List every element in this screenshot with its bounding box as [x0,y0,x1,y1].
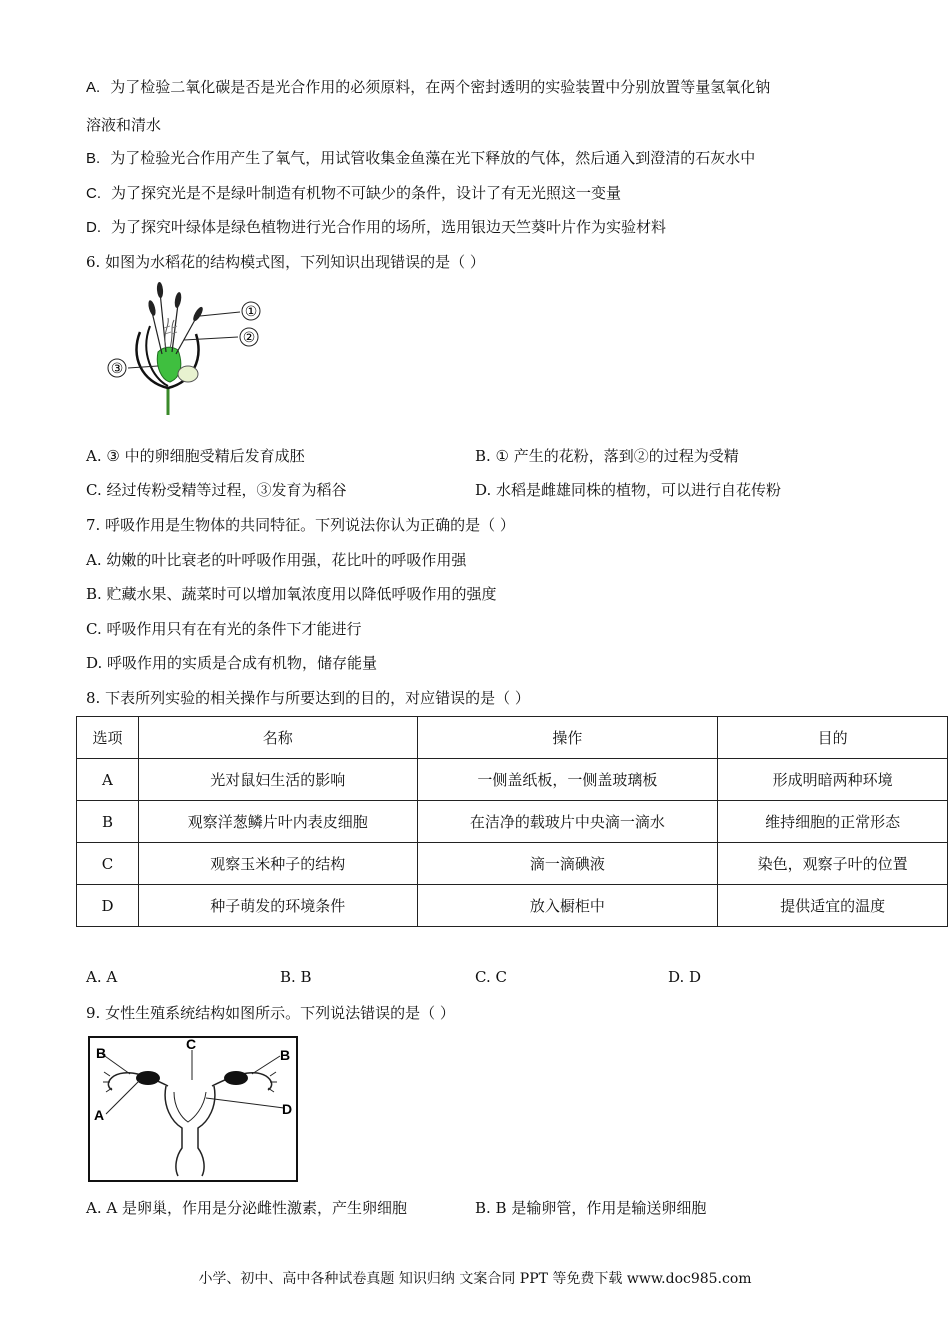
q8-answer-a: A. A [86,968,118,986]
header-operation: 操作 [417,717,718,759]
page-footer: 小学、初中、高中各种试卷真题 知识归纳 文案合同 PPT 等免费下载 www.doc985.com [198,1271,752,1287]
cell-purpose: 染色，观察子叶的位置 [718,843,948,885]
cell-option: A [77,759,139,801]
q7-option-a: A. 幼嫩的叶比衰老的叶呼吸作用强，花比叶的呼吸作用强 [86,551,467,569]
female-reproductive-figure [88,1036,300,1184]
q7-stem: 7. 呼吸作用是生物体的共同特征。下列说法你认为正确的是（ ） [86,516,515,534]
cell-purpose: 形成明暗两种环境 [718,759,948,801]
q5-option-d-label: D. [86,219,101,236]
q5-option-b-text: 为了检验光合作用产生了氧气，用试管收集金鱼藻在光下释放的气体，然后通入到澄清的石灰水中 [110,149,756,167]
experiment-table [76,716,948,927]
header-name: 名称 [138,717,417,759]
q5-option-a [86,77,770,98]
fig6-label-2: ② [242,330,256,346]
q5-option-c [86,183,621,204]
q8-answer-d: D. D [668,968,702,986]
q6-option-b: B. ① 产生的花粉，落到②的过程为受精 [475,447,739,465]
q6-option-a: A. ③ 中的卵细胞受精后发育成胚 [86,447,305,465]
fig9-label-b-right: B [280,1047,291,1063]
cell-operation: 滴一滴碘液 [417,843,718,885]
cell-purpose: 提供适宜的温度 [718,885,948,927]
header-purpose: 目的 [718,717,948,759]
fig9-label-d: D [282,1101,293,1117]
cell-option: C [77,843,139,885]
q5-option-a-text: 为了检验二氧化碳是否是光合作用的必须原料，在两个密封透明的实验装置中分别放置等量氢氧化钠 [110,78,771,96]
right-ovary [224,1071,248,1085]
q8-answer-b: B. B [280,968,312,986]
table-header-row [77,717,948,759]
cell-name: 观察玉米种子的结构 [138,843,417,885]
header-option: 选项 [77,717,139,759]
q7-option-c: C. 呼吸作用只有在有光的条件下才能进行 [86,620,362,638]
lodicule-shape [178,366,198,382]
cell-operation: 放入橱柜中 [417,885,718,927]
cell-operation: 在洁净的载玻片中央滴一滴水 [417,801,718,843]
q5-option-b [86,148,755,169]
fig9-label-c: C [186,1036,197,1052]
q5-option-d-text: 为了探究叶绿体是绿色植物进行光合作用的场所，选用银边天竺葵叶片作为实验材料 [111,218,667,236]
q9-option-b: B. B 是输卵管，作用是输送卵细胞 [475,1199,707,1217]
q8-stem: 8. 下表所列实验的相关操作与所要达到的目的，对应错误的是（ ） [86,689,530,707]
q5-option-a-cont: 溶液和清水 [86,116,162,134]
q9-stem: 9. 女性生殖系统结构如图所示。下列说法错误的是（ ） [86,1004,455,1022]
q5-option-d [86,217,666,238]
q5-option-a-label: A. [86,79,101,96]
left-ovary [136,1071,160,1085]
cell-option: B [77,801,139,843]
q7-option-d: D. 呼吸作用的实质是合成有机物，储存能量 [86,654,378,672]
q5-option-c-label: C. [86,185,101,202]
cell-name: 光对鼠妇生活的影响 [138,759,417,801]
fig9-label-a: A [94,1107,105,1123]
q6-stem: 6. 如图为水稻花的结构模式图，下列知识出现错误的是（ ） [86,253,485,271]
table-row [77,843,948,885]
q5-option-b-label: B. [86,150,101,167]
fig9-label-b-left: B [96,1045,107,1061]
cell-purpose: 维持细胞的正常形态 [718,801,948,843]
rice-flower-figure [100,282,280,422]
fig6-label-3: ③ [110,361,124,377]
cell-operation: 一侧盖纸板，一侧盖玻璃板 [417,759,718,801]
q6-option-d: D. 水稻是雌雄同株的植物，可以进行自花传粉 [475,481,782,499]
q7-option-b: B. 贮藏水果、蔬菜时可以增加氧浓度用以降低呼吸作用的强度 [86,585,497,603]
table-row [77,759,948,801]
table-row [77,801,948,843]
figure-frame [89,1037,297,1181]
cell-name: 观察洋葱鳞片叶内表皮细胞 [138,801,417,843]
q9-option-a: A. A 是卵巢，作用是分泌雌性激素，产生卵细胞 [86,1199,407,1217]
q6-option-c: C. 经过传粉受精等过程，③发育为稻谷 [86,481,347,499]
q5-option-c-text: 为了探究光是不是绿叶制造有机物不可缺少的条件，设计了有无光照这一变量 [111,184,622,202]
table-row [77,885,948,927]
fig6-label-1: ① [244,304,258,320]
cell-option: D [77,885,139,927]
cell-name: 种子萌发的环境条件 [138,885,417,927]
q8-answer-c: C. C [475,968,507,986]
